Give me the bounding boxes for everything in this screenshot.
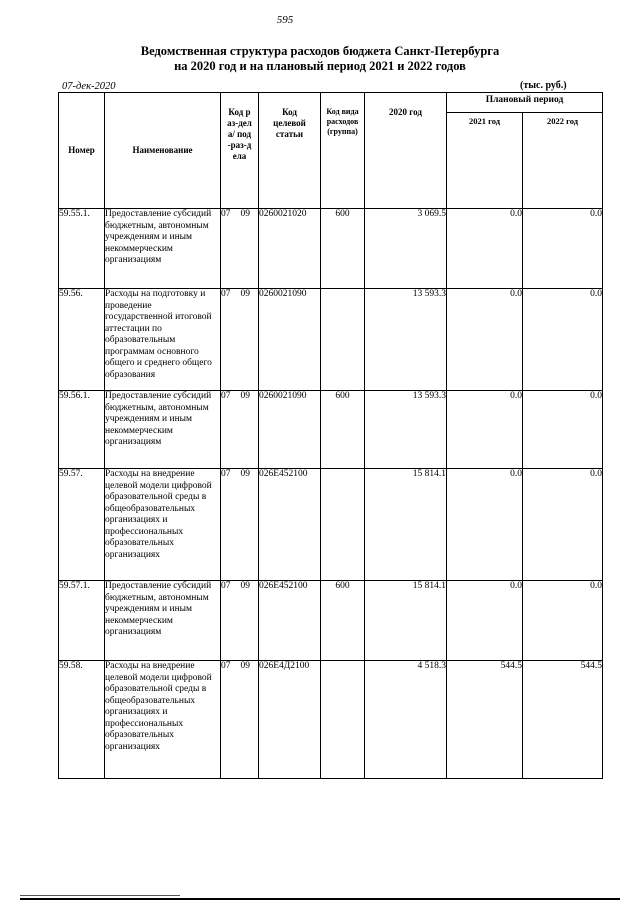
header-expense-type: Код вида расходов (группа)	[321, 93, 365, 209]
row-target-code: 026Е452100	[259, 581, 321, 661]
document-date: 07-дек-2020	[62, 81, 116, 92]
row-section-code	[221, 661, 259, 779]
row-section-code	[221, 469, 259, 581]
row-amount-2020: 15 814.1	[365, 581, 447, 661]
row-section-code	[221, 209, 259, 289]
row-amount-2020: 15 814.1	[365, 469, 447, 581]
row-expense-type	[321, 661, 365, 779]
row-section-code	[221, 289, 259, 391]
row-section: 07	[221, 209, 231, 219]
row-amount-2021: 0.0	[447, 289, 523, 391]
row-target-code: 0260021090	[259, 289, 321, 391]
row-amount-2021: 0.0	[447, 391, 523, 469]
row-section: 07	[221, 661, 231, 671]
row-subsection: 09	[240, 469, 250, 479]
document-title	[0, 44, 640, 74]
row-section: 07	[221, 289, 231, 299]
row-name: Предоставление субсидий бюджетным, автономным учреждениям и иным некоммерческим организациям	[105, 581, 221, 661]
header-planned-period: Плановый период	[447, 93, 603, 113]
row-target-code: 0260021090	[259, 391, 321, 469]
row-section: 07	[221, 581, 231, 591]
row-name: Предоставление субсидий бюджетным, автономным учреждениям и иным некоммерческим организациям	[105, 391, 221, 469]
table-row	[59, 289, 603, 391]
row-name: Расходы на внедрение целевой модели цифровой образовательной среды в общеобразовательных организациях и профессиональных образовательных организациях	[105, 469, 221, 581]
row-number: 59.56.1.	[59, 391, 105, 469]
title-line-2: на 2020 год и на плановый период 2021 и 2022 годов	[174, 59, 466, 73]
row-amount-2022: 0.0	[523, 391, 603, 469]
page-number: 595	[276, 14, 294, 26]
row-expense-type: 600	[321, 209, 365, 289]
row-section-code	[221, 391, 259, 469]
header-2020: 2020 год	[365, 93, 447, 209]
row-name: Предоставление субсидий бюджетным, автономным учреждениям и иным некоммерческим организациям	[105, 209, 221, 289]
table-body	[59, 209, 603, 779]
row-subsection: 09	[240, 209, 250, 219]
row-expense-type	[321, 469, 365, 581]
row-number: 59.56.	[59, 289, 105, 391]
row-number: 59.57.1.	[59, 581, 105, 661]
footer-rule-short	[20, 895, 180, 896]
row-section-code	[221, 581, 259, 661]
row-subsection: 09	[240, 581, 250, 591]
table-row	[59, 469, 603, 581]
header-name: Наименование	[105, 93, 221, 209]
row-subsection: 09	[240, 289, 250, 299]
table-row	[59, 581, 603, 661]
row-amount-2020: 4 518.3	[365, 661, 447, 779]
row-amount-2020: 13 593.3	[365, 289, 447, 391]
row-amount-2022: 0.0	[523, 209, 603, 289]
footer-rule	[20, 898, 620, 900]
row-amount-2021: 0.0	[447, 209, 523, 289]
table-row	[59, 391, 603, 469]
row-name: Расходы на подготовку и проведение государственной итоговой аттестации по образовательным программам основного общего и среднего общего образования	[105, 289, 221, 391]
row-name: Расходы на внедрение целевой модели цифровой образовательной среды в общеобразовательных организациях и профессиональных образовательных организациях	[105, 661, 221, 779]
row-amount-2021: 0.0	[447, 581, 523, 661]
header-section-code: Код раз-дела/ под-раз-дела	[221, 93, 259, 209]
title-line-1: Ведомственная структура расходов бюджета Санкт-Петербурга	[140, 44, 500, 58]
row-amount-2022: 0.0	[523, 581, 603, 661]
table-header	[59, 93, 603, 209]
header-number: Номер	[59, 93, 105, 209]
row-amount-2022: 0.0	[523, 289, 603, 391]
row-target-code: 026Е452100	[259, 469, 321, 581]
row-subsection: 09	[240, 661, 250, 671]
row-subsection: 09	[240, 391, 250, 401]
header-target-code: Код целевой статьи	[259, 93, 321, 209]
row-amount-2021: 0.0	[447, 469, 523, 581]
row-number: 59.57.	[59, 469, 105, 581]
header-2022: 2022 год	[523, 113, 603, 209]
units-label: (тыс. руб.)	[520, 80, 567, 91]
row-amount-2020: 3 069.5	[365, 209, 447, 289]
row-target-code: 026Е4Д2100	[259, 661, 321, 779]
row-section: 07	[221, 469, 231, 479]
budget-table	[58, 92, 603, 779]
row-expense-type	[321, 289, 365, 391]
row-expense-type: 600	[321, 391, 365, 469]
row-amount-2022: 544.5	[523, 661, 603, 779]
header-2021: 2021 год	[447, 113, 523, 209]
row-amount-2021: 544.5	[447, 661, 523, 779]
table-row	[59, 661, 603, 779]
row-section: 07	[221, 391, 231, 401]
row-target-code: 0260021020	[259, 209, 321, 289]
row-number: 59.58.	[59, 661, 105, 779]
row-amount-2022: 0.0	[523, 469, 603, 581]
row-expense-type: 600	[321, 581, 365, 661]
row-number: 59.55.1.	[59, 209, 105, 289]
row-amount-2020: 13 593.3	[365, 391, 447, 469]
table-row	[59, 209, 603, 289]
